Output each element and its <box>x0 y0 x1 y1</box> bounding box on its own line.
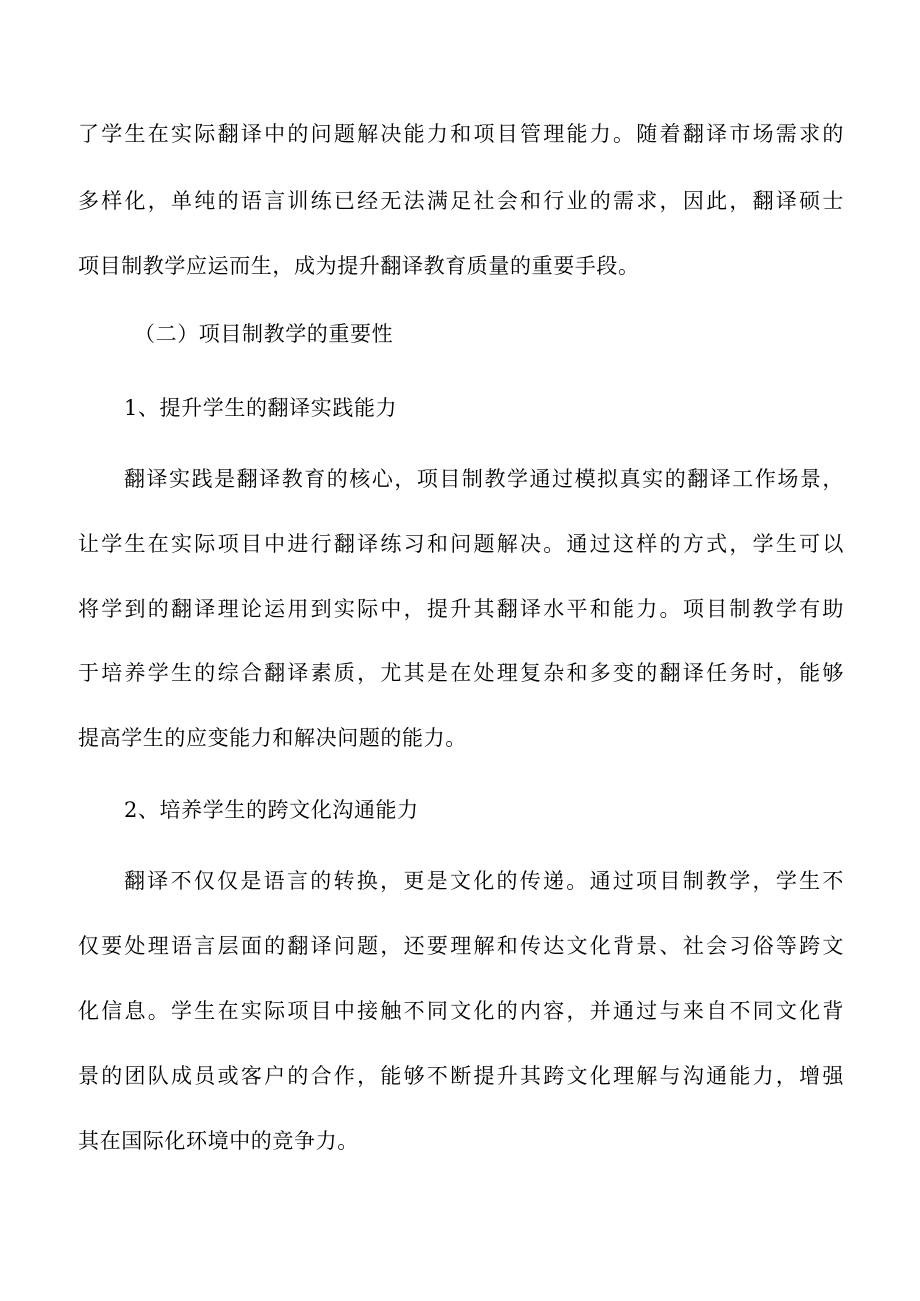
paragraph-line: 翻译实践是翻译教育的核心，项目制教学通过模拟真实的翻译工作场景， <box>124 467 844 491</box>
paragraph-line: 让学生在实际项目中进行翻译练习和问题解决。通过这样的方式，学生可以 <box>78 532 844 556</box>
paragraph-line: 翻译不仅仅是语言的转换，更是文化的传递。通过项目制教学，学生不 <box>124 869 844 893</box>
subsection-heading-1: 1、提升学生的翻译实践能力 <box>124 396 398 420</box>
paragraph-line: 景的团队成员或客户的合作，能够不断提升其跨文化理解与沟通能力，增强 <box>78 1064 844 1088</box>
paragraph-line: 了学生在实际翻译中的问题解决能力和项目管理能力。随着翻译市场需求的 <box>78 122 844 146</box>
section-heading: （二）项目制教学的重要性 <box>134 322 394 346</box>
paragraph-line: 其在国际化环境中的竞争力。 <box>78 1129 359 1153</box>
paragraph-line: 仅要处理语言层面的翻译问题，还要理解和传达文化背景、社会习俗等跨文 <box>78 934 844 958</box>
paragraph-line: 项目制教学应运而生，成为提升翻译教育质量的重要手段。 <box>78 254 640 278</box>
paragraph-line: 提高学生的应变能力和解决问题的能力。 <box>78 726 467 750</box>
paragraph-line: 将学到的翻译理论运用到实际中，提升其翻译水平和能力。项目制教学有助 <box>78 597 844 621</box>
paragraph-line: 多样化，单纯的语言训练已经无法满足社会和行业的需求，因此，翻译硕士 <box>78 189 844 213</box>
paragraph-line: 于培养学生的综合翻译素质，尤其是在处理复杂和多变的翻译任务时，能够 <box>78 661 844 685</box>
paragraph-line: 化信息。学生在实际项目中接触不同文化的内容，并通过与来自不同文化背 <box>78 999 844 1023</box>
subsection-heading-2: 2、培养学生的跨文化沟通能力 <box>124 798 419 822</box>
